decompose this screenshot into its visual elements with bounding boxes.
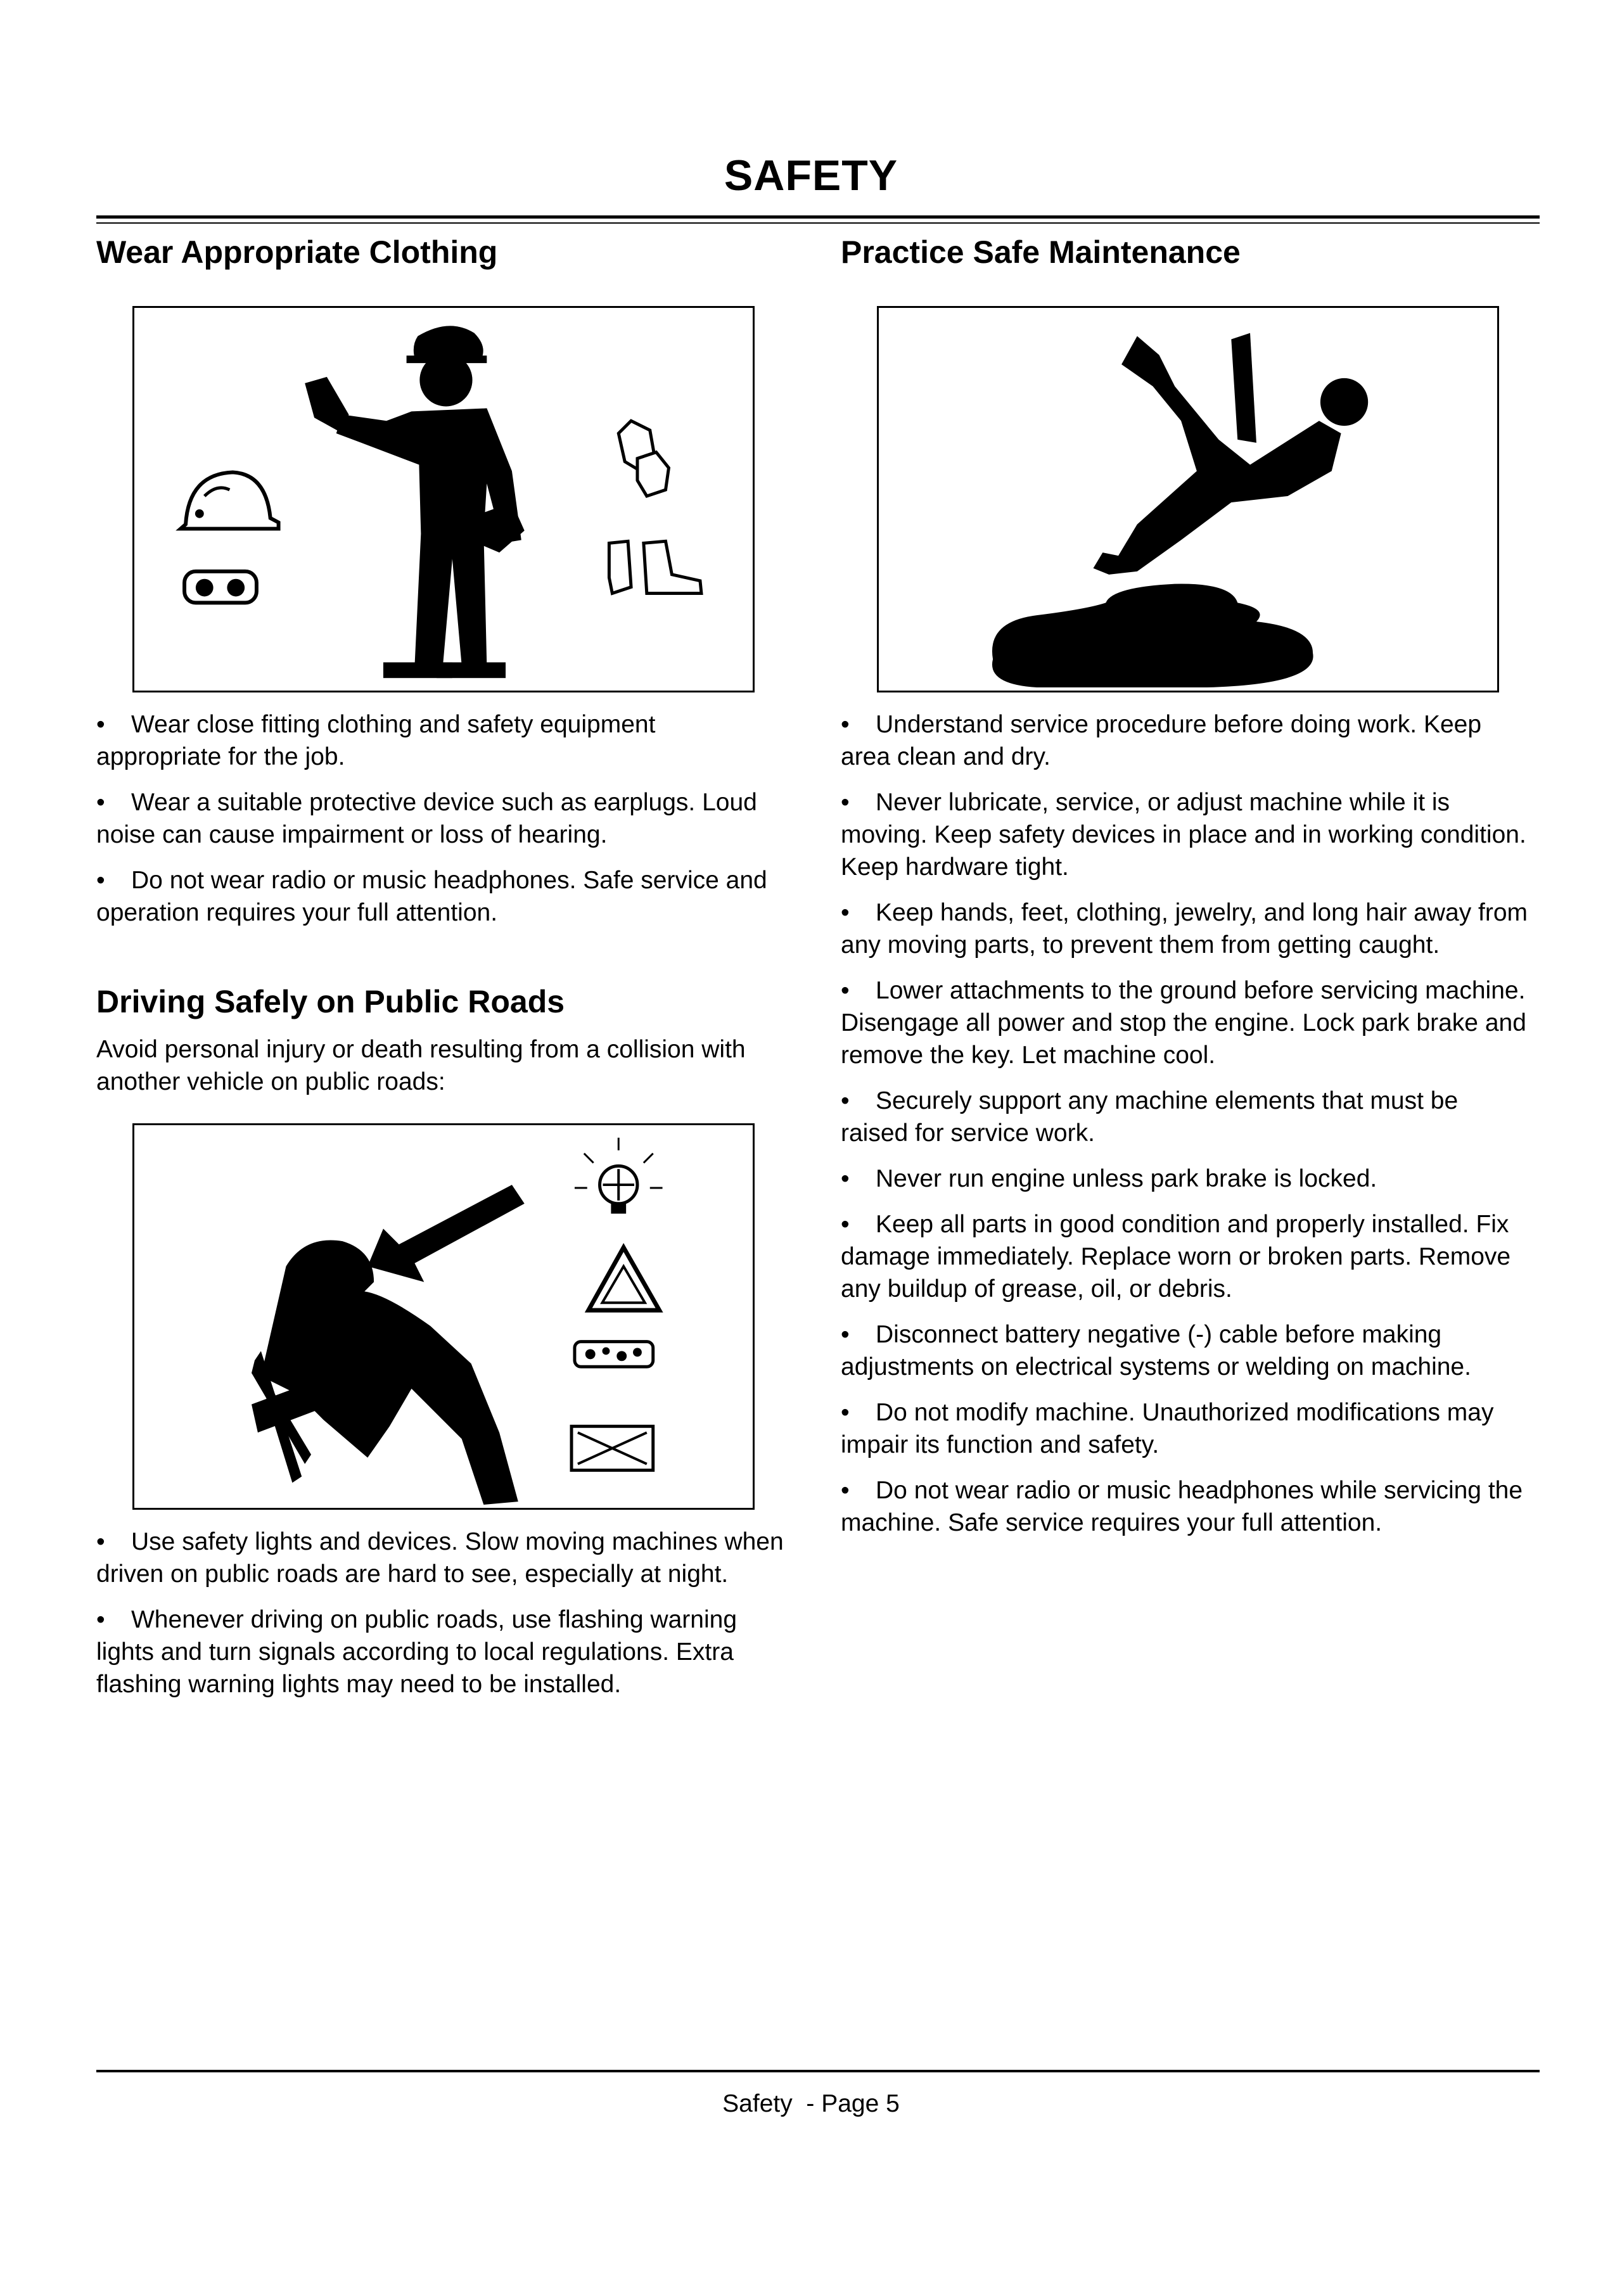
title-rule-thick: [96, 215, 1540, 219]
boots-icon: [609, 541, 701, 593]
list-item: • Keep hands, feet, clothing, jewelry, and long hair away from any moving parts, to prevent them from getting caught.: [841, 899, 1528, 959]
list-item: • Understand service procedure before doing work. Keep area clean and dry.: [841, 711, 1482, 770]
arrow-icon: [367, 1185, 525, 1282]
footer-rule: [96, 2070, 1540, 2072]
list-item: • Never run engine unless park brake is locked.: [841, 1165, 1377, 1192]
warning-sign-icon: [572, 1426, 653, 1470]
list-item: • Wear a suitable protective device such as earplugs. Loud noise can cause impairment or loss of hearing.: [96, 789, 757, 848]
list-item: • Use safety lights and devices. Slow moving machines when driven on public roads are hard to see, especially at night.: [96, 1528, 784, 1588]
roads-illustration: [132, 1123, 755, 1510]
list-item: • Never lubricate, service, or adjust machine while it is moving. Keep safety devices in place and in working condition. Keep hardware tight.: [841, 789, 1526, 881]
list-item: • Keep all parts in good condition and properly installed. Fix damage immediately. Replace worn or broken parts. Remove any buildup of grease, oil, or debris.: [841, 1211, 1511, 1303]
page-title: SAFETY: [724, 151, 898, 200]
roads-intro: Avoid personal injury or death resulting from a collision with another vehicle on public roads:: [96, 1036, 746, 1095]
maintenance-bullets: [841, 708, 1531, 1539]
left-column: [96, 233, 787, 1714]
clothing-heading: Wear Appropriate Clothing: [96, 234, 498, 270]
clothing-illustration: [132, 306, 755, 692]
list-item: • Whenever driving on public roads, use flashing warning lights and turn signals according to local regulations. Extra flashing warning lights may need to be installed.: [96, 1606, 738, 1698]
hard-hat-icon: [181, 472, 278, 528]
maintenance-heading: Practice Safe Maintenance: [841, 234, 1241, 270]
reflector-strip-icon: [575, 1342, 653, 1367]
title-rule-thin: [96, 222, 1540, 224]
page-footer: Safety - Page 5: [722, 2090, 900, 2117]
clothing-bullets: [96, 708, 787, 929]
list-item: • Do not wear radio or music headphones. Safe service and operation requires your full attention.: [96, 867, 767, 926]
roads-bullets: [96, 1526, 787, 1700]
list-item: • Do not wear radio or music headphones while servicing the machine. Safe service requires your full attention.: [841, 1477, 1523, 1536]
falling-person-icon: [1093, 333, 1368, 575]
worker-figure-icon: [305, 326, 525, 678]
goggles-icon: [184, 571, 257, 603]
roads-heading: Driving Safely on Public Roads: [96, 984, 565, 1019]
right-column: [841, 233, 1531, 1552]
list-item: • Lower attachments to the ground before servicing machine. Disengage all power and stop the engine. Lock park brake and remove the key. Let machine cool.: [841, 977, 1526, 1069]
list-item: • Do not modify machine. Unauthorized modifications may impair its function and safety.: [841, 1399, 1494, 1458]
beacon-light-icon: [575, 1138, 663, 1214]
list-item: • Disconnect battery negative (-) cable before making adjustments on electrical systems or welding on machine.: [841, 1321, 1471, 1381]
list-item: • Wear close fitting clothing and safety equipment appropriate for the job.: [96, 711, 656, 770]
slippery-puddle-icon: [992, 584, 1313, 687]
gloves-icon: [618, 421, 668, 496]
slow-moving-vehicle-sign-icon: [589, 1247, 660, 1310]
maintenance-illustration: [877, 306, 1499, 692]
driver-figure-icon: [252, 1240, 518, 1505]
list-item: • Securely support any machine elements that must be raised for service work.: [841, 1087, 1459, 1147]
